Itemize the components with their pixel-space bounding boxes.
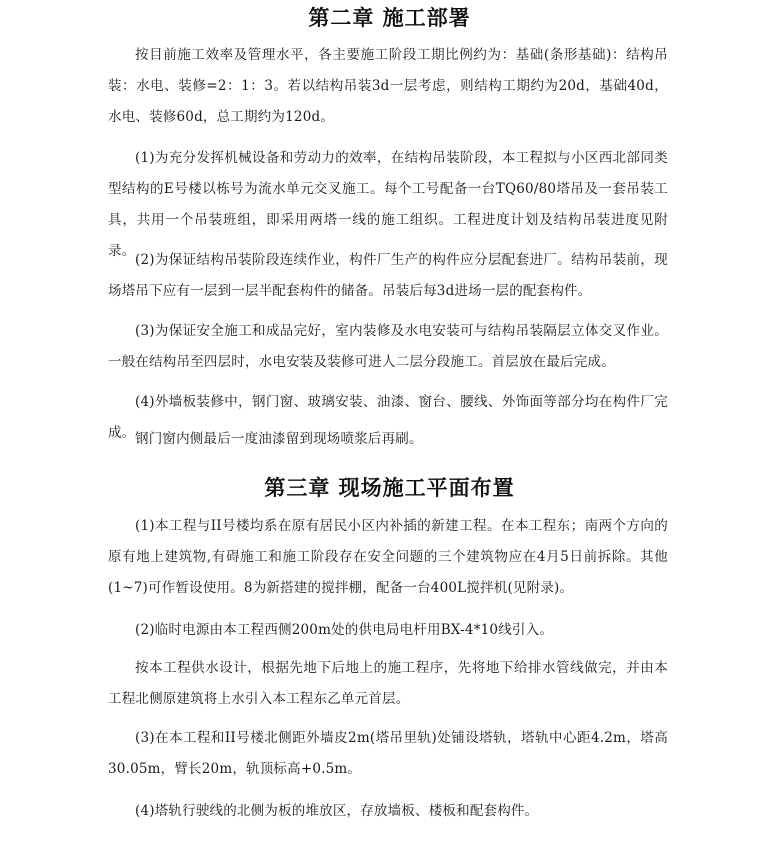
chapter-2-title: 第二章 施工部署 [308, 6, 471, 30]
chapter-3-paragraph-3: (3)在本工程和II号楼北侧距外墙皮2m(塔吊里轨)处铺设塔轨，塔轨中心距4.2m，塔高30.05m，臂长20m，轨顶标高+0.5m。 [108, 730, 668, 777]
chapter-3-paragraph-1: (1)本工程与II号楼均系在原有居民小区内补插的新建工程。在本工程东；南两个方向的原有地上建筑物,有碍施工和施工阶段存在安全问题的三个建筑物应在4月5日前拆除。其他(1~7)可作暂设使用。8为新搭建的搅拌棚，配备一台400L搅拌机(见附录)。 [108, 518, 668, 596]
chapter-3-paragraph-2: (2)临时电源由本工程西侧200m处的供电局电杆用BX-4*10线引入。 [135, 622, 554, 638]
chapter-2-paragraph-2: (2)为保证结构吊装阶段连续作业，构件厂生产的构件应分层配套进厂。结构吊装前，现场塔吊下应有一层到一层半配套构件的储备。吊装后每3d进场一层的配套构件。 [108, 252, 668, 299]
chapter-2-paragraph-1: (1)为充分发挥机械设备和劳动力的效率，在结构吊装阶段，本工程拟与小区西北部同类型结构的E号楼以栋号为流水单元交叉施工。每个工号配备一台TQ60/80塔吊及一套吊装工具，共用一个吊装班组，即采用两塔一线的施工组织。工程进度计划及结构吊装进度见附录。 [108, 150, 668, 259]
chapter-3-title: 第三章 现场施工平面布置 [264, 476, 515, 500]
chapter-3-paragraph-water: 按本工程供水设计，根据先地下后地上的施工程序，先将地下给排水管线做完，并由本工程北侧原建筑将上水引入本工程东乙单元首层。 [108, 660, 668, 707]
chapter-2-paragraph-3: (3)为保证安全施工和成品完好，室内装修及水电安装可与结构吊装隔层立体交叉作业。一般在结构吊至四层时，水电安装及装修可进人二层分段施工。首层放在最后完成。 [108, 323, 668, 370]
chapter-3-paragraph-4: (4)塔轨行驶线的北侧为板的堆放区，存放墙板、楼板和配套构件。 [135, 803, 539, 819]
chapter-2-paragraph-intro: 按目前施工效率及管理水平，各主要施工阶段工期比例约为：基础(条形基础)：结构吊装：水电、装修=2：1：3。若以结构吊装3d一层考虑，则结构工期约为20d，基础40d，水电、装修60d，总工期约为120d。 [108, 47, 668, 125]
chapter-2-paragraph-5: 钢门窗内侧最后一度油漆留到现场喷浆后再刷。 [135, 431, 423, 447]
chapter-2-paragraph-4: (4)外墙板装修中，钢门窗、玻璃安装、油漆、窗台、腰线、外饰面等部分均在构件厂完成。 [108, 394, 668, 441]
